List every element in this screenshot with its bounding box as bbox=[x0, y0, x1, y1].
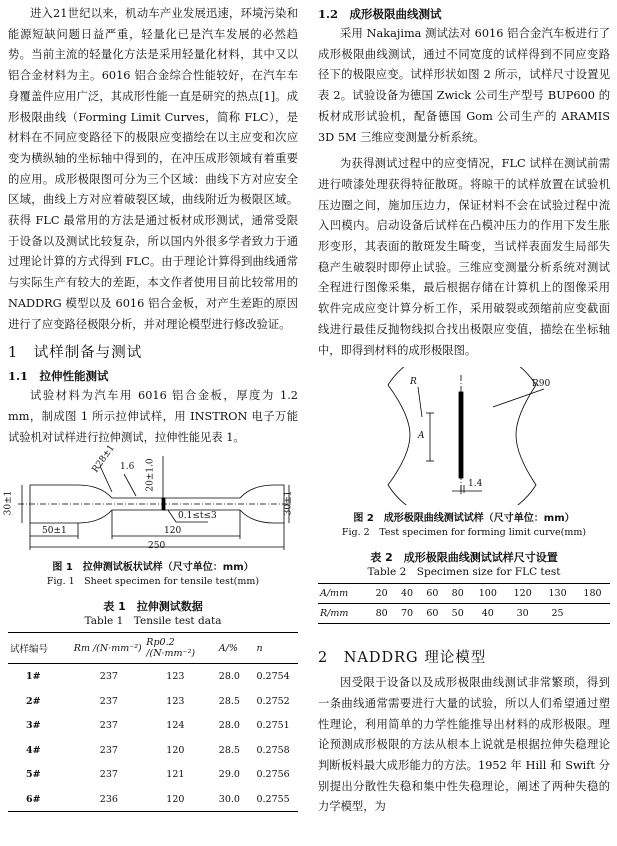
table-cell: 1# bbox=[26, 671, 41, 683]
table-header: n bbox=[254, 633, 298, 664]
table-cell: 3# bbox=[26, 720, 41, 732]
fig2-a-label: A bbox=[418, 431, 425, 442]
section-1-2-paragraph-1: 采用 Nakajima 测试法对 6016 铝合金汽车板进行了成形极限曲线测试，通过不同宽度的试样得到不同应变路径下的极限应变。试样形状如图 2 所示，试样尺寸设置见表 2。试验设备为德国 Zwick 公司生产型号 BUP600 的板材成形试验机，配备德国 Gom 公司生产的 ARAMIS 3D 5M 三维应变测量分析系统。 bbox=[318, 27, 610, 144]
table-cell: 2# bbox=[26, 695, 41, 707]
fig1-grip-length-label: 50±1 bbox=[42, 526, 67, 537]
table-cell: 180 bbox=[575, 584, 610, 604]
table-cell: 28.0 bbox=[218, 720, 240, 732]
flc-size-table bbox=[318, 583, 610, 624]
table-cell: 80 bbox=[369, 604, 394, 624]
table-header: Rp0.2 /(N·mm⁻²) bbox=[144, 633, 217, 664]
figure-1 bbox=[3, 443, 298, 556]
section-1-2-paragraph-2: 为获得测试过程中的应变情况，FLC 试样在测试前需进行喷漆处理获得特征散斑。将晾干的试样放置在试验机压边圈之间，施加压边力，保证材料不会在试验过程中流入凹模内。启动设备后试样在凸模冲压力的作用下发生胀形变形，其表面的散斑发生畸变，当试样表面发生局部失稳产生破裂时即停止试验。三维应变测量分析系统对测试全程进行图像采集，最后根据存储在计算机上的图像采用软件完成应变计算分析工作，采用破裂或颈缩前应变截面线进行最佳反抛物线拟合找出极限应变值，描绘在坐标轴中，即得到材料的成形极限图。 bbox=[318, 157, 610, 357]
table-cell: 4# bbox=[26, 744, 41, 756]
table-cell: 5# bbox=[26, 769, 41, 781]
table-row bbox=[8, 664, 298, 689]
table-cell: 120 bbox=[505, 584, 540, 604]
fig2-width-label: 1.4 bbox=[468, 479, 483, 490]
table-cell: 20 bbox=[369, 584, 394, 604]
table-cell: 123 bbox=[166, 695, 185, 707]
table-header: Rm /(N·mm⁻²) bbox=[72, 633, 145, 664]
table-cell: 30.0 bbox=[217, 787, 255, 812]
table-cell: 30 bbox=[505, 604, 540, 624]
fig1-grip-width-right: 30±1 bbox=[283, 490, 294, 516]
section-2-paragraph: 因受限于设备以及成形极限曲线测试非常繁琐，得到一条曲线通常需要进行大量的试验，所以人们希望通过塑性理论，利用简单的力学性能推导出材料的成形极限。理论预测成形极限的方法从根本上说就是根据拉伸失稳理论判断板料最大成形能力的方法。1952 年 Hill 和 Swift 分别提出分散性失稳和集中性失稳理论，阐述了两种失稳的力学模型，为 bbox=[318, 676, 610, 814]
table-row-label: A/mm bbox=[318, 584, 369, 604]
figure-1-caption-en: Fig. 1 Sheet specimen for tensile test(mm) bbox=[46, 576, 260, 588]
table-cell: 80 bbox=[445, 584, 470, 604]
right-column bbox=[318, 4, 610, 818]
fig1-gauge-length-label: 120 bbox=[164, 526, 182, 537]
table-row bbox=[8, 738, 298, 763]
table-1-caption: 表 1 拉伸测试数据 bbox=[103, 600, 203, 614]
table-cell: 6# bbox=[8, 787, 72, 812]
table-cell: 130 bbox=[540, 584, 575, 604]
tensile-data-table bbox=[8, 632, 298, 812]
table-cell: 121 bbox=[166, 769, 185, 781]
table-row bbox=[8, 713, 298, 738]
table-cell: 70 bbox=[394, 604, 419, 624]
table-cell: 28.0 bbox=[218, 671, 240, 683]
table-cell: 124 bbox=[166, 720, 185, 732]
table-header: 试样编号 bbox=[8, 633, 72, 664]
table-cell: 237 bbox=[99, 744, 118, 756]
table-cell: 0.2751 bbox=[256, 720, 290, 732]
table-cell: 25 bbox=[540, 604, 575, 624]
fig1-angle-label: 1.6 bbox=[120, 462, 135, 473]
table-cell: 0.2758 bbox=[256, 744, 290, 756]
section-1-2-heading: 1.2 成形极限曲线测试 bbox=[318, 7, 442, 21]
section-1-heading: 1 试样制备与测试 bbox=[8, 345, 143, 362]
table-cell: 0.2755 bbox=[254, 787, 298, 812]
table-cell: 60 bbox=[420, 584, 445, 604]
table-row bbox=[8, 689, 298, 714]
table-cell: 237 bbox=[99, 769, 118, 781]
table-cell: 237 bbox=[99, 720, 118, 732]
section-1-1-heading: 1.1 拉伸性能测试 bbox=[8, 369, 109, 384]
table-cell: 60 bbox=[420, 604, 445, 624]
table-cell: 0.2752 bbox=[256, 695, 290, 707]
table-cell bbox=[575, 604, 610, 624]
table-cell: 100 bbox=[470, 584, 505, 604]
section-2-heading: 2 NADDRG 理论模型 bbox=[318, 650, 487, 667]
fig1-notch-label: 0.1≤t≤3 bbox=[178, 511, 217, 522]
intro-paragraph: 进入21世纪以来，机动车产业发展迅速，环境污染和能源短缺问题日益严重，轻量化已是汽车发展的必然趋势。当前主流的轻量化方法是采用轻量化材料，其中又以铝合金材料为主。6016 铝合金综合性能较好，在汽车车身覆盖件应用广泛，其成形性能一直是研究的热点[1]。成形极限曲线（Forming Limit Curves，简称 FLC），是材料在不同应变路径下的极限应变描绘在以主应变和次应变为横纵轴的坐标轴中得到的，在冲压成形领域有着重要的应用。成形极限图可分为三个区域：曲线下方对应安全区域，曲线上方对应着破裂区域，曲线附近为极限区域。获得 FLC 最常用的方法是通过板材成形测试，通常受限于设备以及测试比较复杂，所以国内外很多学者致力于通过理论计算的方式得到 FLC。由于理论计算得到曲线通常与实际生产有较大的差距，本文作者使用目前比较常用的 NADDRG 模型以及 6016 铝合金板，对产生差距的原因进行了应变路径极限分析，并对理论模型进行修改验证。 bbox=[8, 7, 298, 331]
section-1-1-text: 试验材料为汽车用 6016 铝合金板，厚度为 1.2 mm，制成图 1 所示拉伸试样，用 INSTRON 电子万能试验机对试样进行拉伸测试，拉伸性能见表 1。 bbox=[8, 389, 298, 444]
table-cell: 123 bbox=[166, 671, 185, 683]
table-cell: 237 bbox=[99, 671, 118, 683]
table-header: A/% bbox=[217, 633, 255, 664]
flc-specimen-drawing bbox=[318, 367, 610, 505]
table-cell: 0.2754 bbox=[256, 671, 290, 683]
table-cell: 237 bbox=[99, 695, 118, 707]
table-cell: 40 bbox=[470, 604, 505, 624]
table-cell: 120 bbox=[144, 787, 217, 812]
figure-2 bbox=[318, 367, 610, 505]
table-cell: 40 bbox=[394, 584, 419, 604]
table-cell: 29.0 bbox=[218, 769, 240, 781]
fig1-radius-label: R28±1 bbox=[90, 443, 117, 476]
figure-2-caption: 图 2 成形极限曲线测试试样（尺寸单位：mm） bbox=[353, 513, 575, 525]
table-cell: 0.2756 bbox=[256, 769, 290, 781]
table-row bbox=[318, 584, 610, 604]
fig2-radius-label: R bbox=[410, 377, 417, 388]
table-row-label: R/mm bbox=[318, 604, 369, 624]
table-cell: 28.5 bbox=[218, 695, 240, 707]
table-cell: 120 bbox=[166, 744, 185, 756]
table-header-row bbox=[8, 633, 298, 664]
figure-2-caption-en: Fig. 2 Test specimen for forming limit curve(mm) bbox=[341, 527, 587, 539]
table-cell: 28.5 bbox=[218, 744, 240, 756]
table-cell: 236 bbox=[72, 787, 145, 812]
table-cell: 50 bbox=[445, 604, 470, 624]
fig1-width-label: 20±1.0 bbox=[145, 458, 156, 493]
fig2-r90-label: R90 bbox=[532, 379, 551, 390]
table-1-caption-en: Table 1 Tensile test data bbox=[84, 615, 222, 628]
table-2-caption: 表 2 成形极限曲线测试试样尺寸设置 bbox=[370, 551, 558, 565]
table-2-caption-en: Table 2 Specimen size for FLC test bbox=[367, 566, 561, 579]
table-row bbox=[8, 787, 298, 812]
fig1-grip-width-left: 30±1 bbox=[3, 490, 14, 516]
fig1-total-length-label: 250 bbox=[148, 541, 166, 552]
left-column bbox=[3, 4, 298, 812]
figure-1-caption: 图 1 拉伸测试板状试样（尺寸单位：mm） bbox=[52, 562, 254, 574]
table-row bbox=[318, 604, 610, 624]
table-row bbox=[8, 762, 298, 787]
